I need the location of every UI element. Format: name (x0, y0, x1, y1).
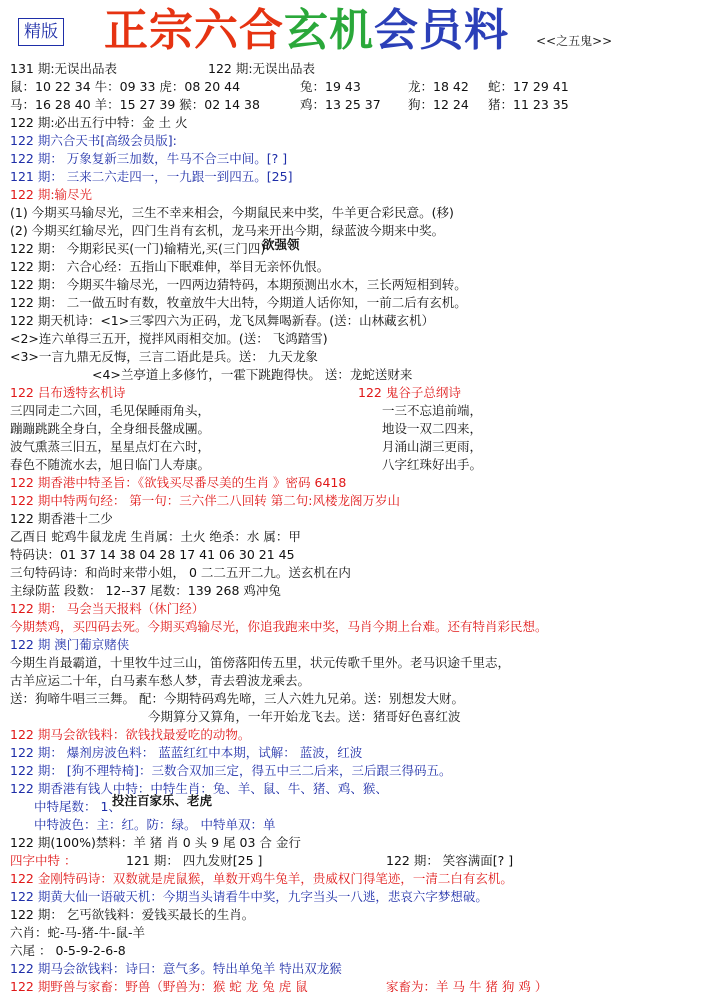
text-line: (2) 今期买红输尽光，四门生肖有玄机，龙马来开出今期，绿蓝波今期来中奖。 (10, 223, 445, 238)
text-line: 122 期香港有钱人中特：中特生肖：兔、羊、鼠、牛、猪、鸡、猴、 (10, 781, 388, 796)
text-line: 122 期野兽与家畜：野兽（野兽为：猴 蛇 龙 兔 虎 鼠 (10, 979, 308, 994)
poem-line: 月涌山湖三更雨， (382, 439, 483, 454)
poem-line: 三四同走二六回，毛见保睡雨角头， (10, 403, 211, 418)
text-line: 122 期： [狗不理特椅]：三数合双加三定，得五中三二后来，三后跟三得码五。 (10, 763, 452, 778)
overlay-text: 投注百家乐、老虎 (112, 793, 213, 808)
text-line: 122 金刚特码诗：双数就是虎鼠猴，单数开鸡牛兔羊，贵威权门得笔迹，一清二白有玄机。 (10, 871, 513, 886)
text-line: 122 期黄大仙一语破天机：今期当头请看牛中奖，九字当头一八逃，悲哀六字梦想破。 (10, 889, 488, 904)
text-line: 送：狗啼牛唱三三舞。 配：今期特码鸡先啼，三人六姓九兄弟。送：别想发大财。 (10, 691, 464, 706)
section-heading: 122 期 澳门葡京赌侠 (10, 637, 130, 652)
section-heading: 122 期香港十二少 (10, 511, 113, 526)
title-part-3: 会员料 (374, 5, 509, 56)
zodiac-numbers-cell: 蛇：17 29 41 (488, 79, 569, 94)
poem-line: 地设一双二四来， (382, 421, 483, 436)
text-line: 122 期(100%)禁料：羊 猪 肖 0 头 9 尾 03 合 金行 (10, 835, 301, 850)
section-heading: 122 期:输尽光 (10, 187, 93, 202)
text-line: <2>连六单得三五开，搅拌风雨相交加。(送： 飞鸿踏雪) (10, 331, 328, 346)
text-line: 特码诀：01 37 14 38 04 28 17 41 06 30 21 45 (10, 547, 295, 562)
text-line: 122 期： 万象复新三加数，牛马不合三中间。[? ] (10, 151, 288, 166)
zodiac-numbers-row: 马：16 28 40 羊：15 27 39 猴：02 14 38 (10, 97, 260, 112)
page-title (104, 4, 509, 58)
text-line: 122 期马会欲钱料：欲钱找最爱吃的动物。 (10, 727, 251, 742)
text-line: <4>兰亭道上多修竹，一霍下跳跑得快。 送：龙蛇送财来 (92, 367, 413, 382)
zodiac-numbers-cell: 兔：19 43 (300, 79, 361, 94)
zodiac-numbers-row: 鼠：10 22 34 牛：09 33 虎：08 20 44 (10, 79, 241, 94)
poem-line: 春色不随流水去，旭日临门人寿康。 (10, 457, 211, 472)
text-line: 122 期香港中特圣旨：《欲钱买尽番尽美的生肖 》密码 6418 (10, 475, 347, 490)
overlay-text: 欲强领 (262, 237, 300, 252)
zodiac-numbers-cell: 狗：12 24 (408, 97, 469, 112)
zodiac-numbers-cell: 鸡：13 25 37 (300, 97, 381, 112)
text-line: 122 期中特两句经： 第一句：三六伴二八回转 第二句:风楼龙阁万岁山 (10, 493, 400, 508)
poem-line: 波气熏蒸三旧五，星星点灯在六时， (10, 439, 211, 454)
text-line: 122 期： 今期彩民买(一门)输精光,买(三门四) (10, 241, 266, 256)
text-line: 122 期:无误出品表 (208, 61, 316, 76)
text-line: 中特波色：主：红。防：绿。 中特单双：单 (34, 817, 276, 832)
poem-line: 八字红珠好出手。 (382, 457, 483, 472)
text-line: (1) 今期买马输尽光，三生不幸来相会，今期鼠民来中奖，牛羊更合彩民意。(移) (10, 205, 454, 220)
section-heading: 122 吕布透特玄机诗 (10, 385, 126, 400)
text-line: 今期生肖最霸道，十里牧牛过三山，笛傍落阳传五里，状元传歌千里外。老马识途千里志， (10, 655, 511, 670)
text-line: 131 期:无误出品表 (10, 61, 118, 76)
text-line: 四字中特 ： (10, 853, 77, 868)
text-line: 122 期： 乞丐欲钱料：爱钱买最长的生肖。 (10, 907, 255, 922)
text-line: 122 期： 笑容满面[? ] (386, 853, 514, 868)
text-line: 三句特码诗：和尚时来带小姐， 0 二二五开二九。送玄机在内 (10, 565, 351, 580)
text-line: 主绿防蓝 段数： 12--37 尾数：139 268 鸡冲兔 (10, 583, 281, 598)
poem-line: 一三不忘追前端， (382, 403, 483, 418)
text-line: 今期算分又算角，一年开始龙飞去。送：猪哥好色喜红波 (148, 709, 461, 724)
section-heading: 122 期： 马会当天报料（休门经） (10, 601, 205, 616)
text-line: 122 期马会欲钱料：诗曰：意气多。特出单兔羊 特出双龙猴 (10, 961, 342, 976)
text-line: 121 期： 四九发财[25 ] (126, 853, 263, 868)
text-line: 122 期： 二一做五时有数，牧童放牛大出特，今期道人话你知，一前二后有玄机。 (10, 295, 467, 310)
title-part-1: 正宗六合 (104, 5, 284, 56)
page-subtitle: <<之五鬼>> (536, 34, 613, 48)
edition-badge: 精版 (18, 18, 64, 46)
zodiac-numbers-cell: 猪：11 23 35 (488, 97, 569, 112)
text-line: 122 期： 今期买牛输尽光，一四两边猜特码，本期预测出水木，三长两短相到转。 (10, 277, 467, 292)
text-line: 122 期天机诗：<1>三零四六为正码，龙飞凤舞喝新春。(送：山林藏玄机） (10, 313, 435, 328)
text-line: 古羊应运二十年，白马素车愁人梦，青去碧波龙乘去。 (10, 673, 311, 688)
text-line: 六尾 ： 0-5-9-2-6-8 (10, 943, 126, 958)
text-line: 122 期： 六合心经：五指山下眠难伸，举目无亲怀仇恨。 (10, 259, 330, 274)
text-line: 今期禁鸡，买四码去死。今期买鸡输尽光，你追我跑来中奖，马肖今期上台难。还有特肖彩民想。 (10, 619, 548, 634)
text-line: 乙酉日 蛇鸡牛鼠龙虎 生肖属：土火 绝杀：水 属：甲 (10, 529, 301, 544)
text-line: 中特尾数： 1、 (34, 799, 121, 814)
section-heading: 122 期六合天书[高级会员版]: (10, 133, 177, 148)
title-part-2: 玄机 (284, 5, 374, 56)
poem-line: 蹦蹦跳跳全身白，全身细長盤成團。 (10, 421, 211, 436)
text-line: 122 期： 爆剂房波色料： 蓝蓝红红中本期，试解： 蓝波，红波 (10, 745, 363, 760)
zodiac-numbers-cell: 龙：18 42 (408, 79, 469, 94)
text-line: <3>一言九鼎无反悔，三言二语此是兵。送： 九天龙象 (10, 349, 318, 364)
text-line: 121 期： 三来二六走四一，一九跟一到四五。[25] (10, 169, 293, 184)
text-line: 家畜为：羊 马 牛 猪 狗 鸡 ） (386, 979, 548, 994)
section-heading: 122 鬼谷子总纲诗 (358, 385, 461, 400)
text-line: 122 期:必出五行中特：金 土 火 (10, 115, 188, 130)
text-line: 六肖：蛇-马-猪-牛-鼠-羊 (10, 925, 146, 940)
